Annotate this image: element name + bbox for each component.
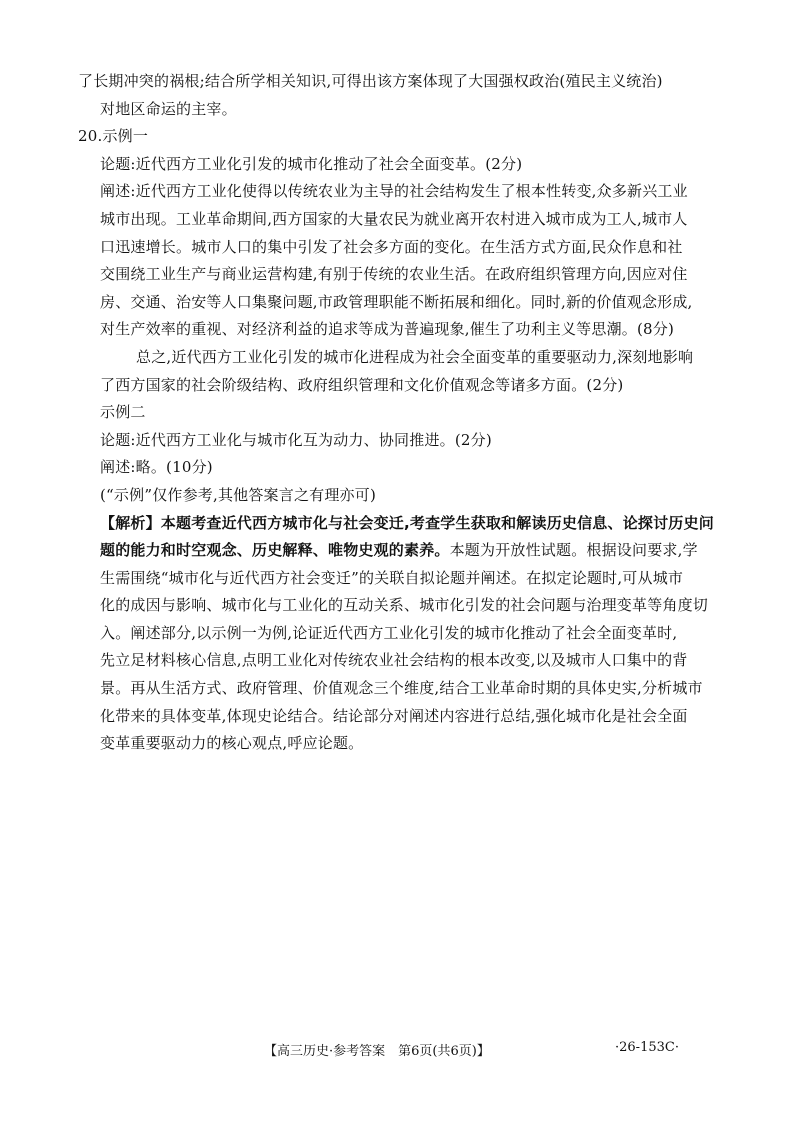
example-1-argument-line: 对生产效率的重视、对经济利益的追求等成为普遍现象,催生了功利主义等思潮。(8分) [100,320,675,339]
example-1-argument-line: 阐述:近代西方工业化使得以传统农业为主导的社会结构发生了根本性转变,众多新兴工业 [100,182,688,201]
footer-document-code: ·26-153C· [615,1040,679,1055]
analysis-line: 变革重要驱动力的核心观点,呼应论题。 [100,734,364,753]
analysis-line: 化的成因与影响、城市化与工业化的互动关系、城市化引发的社会问题与治理变革等角度切 [100,596,709,615]
example-1-argument-line: 口迅速增长。城市人口的集中引发了社会多方面的变化。在生活方式方面,民众作息和社 [100,237,683,256]
question-20-header: 20.示例一 [78,127,149,146]
analysis-line: 生需围绕“城市化与近代西方社会变迁”的关联自拟论题并阐述。在拟定论题时,可从城市 [100,568,684,587]
example-1-thesis: 论题:近代西方工业化引发的城市化推动了社会全面变革。(2分) [100,154,523,173]
example-1-argument-line: 城市出现。工业革命期间,西方国家的大量农民为就业离开农村进入城市成为工人,城市人 [100,209,688,228]
example-1-summary-line: 了西方国家的社会阶级结构、政府组织管理和文化价值观念等诸多方面。(2分) [100,375,624,394]
example-1-argument-line: 房、交通、治安等人口集聚问题,市政管理职能不断拓展和细化。同时,新的价值观念形成, [100,292,693,311]
continuation-line-1: 了长期冲突的祸根;结合所学相关知识,可得出该方案体现了大国强权政治(殖民主义统治) [78,72,663,90]
footer-page-info: 【高三历史·参考答案 第6页(共6页)】 [264,1044,490,1059]
example-2-header: 示例二 [100,403,146,422]
analysis-line: 化带来的具体变革,体现史论结合。结论部分对阐述内容进行总结,强化城市化是社会全面 [100,706,688,725]
analysis-heading-line: 【解析】本题考查近代西方城市化与社会变迁,考查学生获取和解读历史信息、论探讨历史问 [100,513,714,532]
answer-content [78,68,724,758]
analysis-line: 先立足材料核心信息,点明工业化对传统农业社会结构的根本改变,以及城市人口集中的背 [100,651,688,670]
example-1-argument-line: 交围绕工业生产与商业运营构建,有别于传统的农业生活。在政府组织管理方向,因应对住 [100,265,688,284]
example-2-argument: 阐述:略。(10分) [100,458,213,477]
example-2-thesis: 论题:近代西方工业化与城市化互为动力、协同推进。(2分) [100,430,492,449]
analysis-line: 景。再从生活方式、政府管理、价值观念三个维度,结合工业革命时期的具体史实,分析城市 [100,679,703,698]
example-1-summary-line: 总之,近代西方工业化引发的城市化进程成为社会全面变革的重要驱动力,深刻地影响 [136,347,694,366]
analysis-bold-text: 题的能力和时空观念、历史解释、唯物史观的素养。 [100,541,450,560]
analysis-line: 入。阐述部分,以示例一为例,论证近代西方工业化引发的城市化推动了社会全面变革时, [100,623,678,642]
analysis-line [78,537,724,565]
reference-note: (“示例”仅作参考,其他答案言之有理亦可) [100,485,377,504]
page-footer [0,1040,800,1064]
continuation-line-2: 对地区命运的主宰。 [100,99,237,118]
analysis-text: 本题为开放性试题。根据设问要求,学 [449,541,698,560]
